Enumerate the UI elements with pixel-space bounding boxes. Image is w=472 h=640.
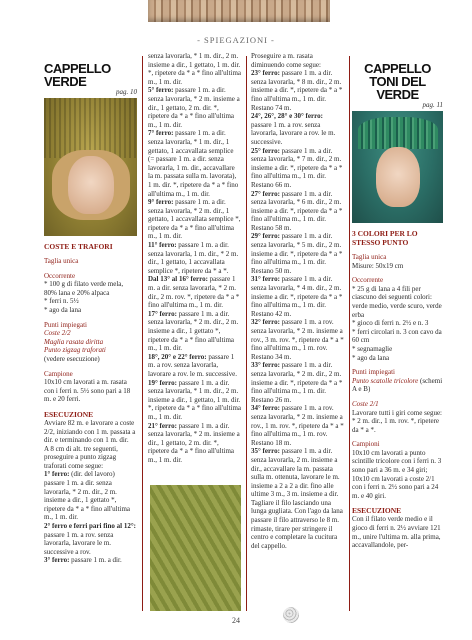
middle2-row: [251, 69, 344, 112]
row-label: 9° ferro:: [148, 198, 174, 207]
right-punti-head: Punti impiegati: [352, 368, 395, 377]
row-text: passare 1 m. a rov. senza lavorarla, lavorare a rov. le m. successive.: [251, 120, 336, 146]
column-divider: [246, 56, 247, 611]
face-shape: [68, 156, 114, 214]
middle2-row: [251, 447, 344, 550]
column-divider: [142, 56, 143, 611]
row-label: 2° ferro e ferri pari fino al 12°:: [44, 522, 136, 531]
left-punti-note: (vedere esecuzione): [44, 354, 100, 363]
middle1-row: [148, 310, 241, 353]
middle2-row: [251, 52, 344, 69]
row-label: Dal 13° al 16° ferro:: [148, 275, 208, 284]
right-misure: Misure: 50x19 cm: [352, 261, 404, 270]
right-campioni-head: Campioni: [352, 440, 380, 449]
middle1-text: [148, 52, 241, 465]
row-label: 31° ferro:: [251, 275, 280, 284]
middle2-row: [251, 112, 344, 146]
row-label: 21° ferro:: [148, 421, 177, 430]
left-subtitle: COSTE E TRAFORI: [44, 242, 113, 251]
row-text: passare 1 m. a rov. senza lavorarla, * 2 m. insieme a rov., 3 m. rov. *, ripetere da * a * fino all'ultima m., 1 m. rov. Restano 34 m.: [251, 318, 344, 361]
middle-column-1: [148, 52, 241, 614]
row-text: passare 1 m. a dir. senza lavorarla, * 6 m. dir., 2 m. insieme a dir. *, ripetere da * a * fino all'ultima m., 1 m. dir. Restano 58 m.: [251, 189, 343, 232]
middle2-text: [251, 52, 344, 550]
spacer: [251, 593, 344, 611]
right-taglia: Taglia unica: [352, 253, 387, 261]
row-label: 33° ferro:: [251, 361, 280, 370]
middle1-row: [148, 241, 241, 275]
left-punti-item: Coste 2/2: [44, 329, 71, 338]
right-subtitle: 3 COLORI PER LO STESSO PUNTO: [352, 229, 418, 247]
left-page-ref: pag. 10: [116, 88, 137, 96]
middle2-row: [251, 147, 344, 190]
row-text: Proseguire a m. rasata diminuendo come segue:: [251, 52, 321, 69]
row-text: (dir. del lavoro) passare 1 m. a dir. senza lavorarla, * 2 m. dir., 2 m. insieme a dir., 1 gettato *, ripetere da * a * fino all'ultima m., 1 m. dir.: [44, 470, 131, 522]
right-coste-head: Coste 2/1: [352, 399, 379, 408]
right-title: CAPPELLO TONI DEL VERDE: [364, 61, 431, 102]
row-text: passare 1 m. a dir. senza lavorarla, * 2 m. dir., 2 m. insieme a dir. *, ripetere da * a * fino all'ultima m., 1 m. dir. Restano 26 m.: [251, 361, 343, 404]
row-text: passare 1 m. a dir. senza lavorarla, * 2 m. insieme a dir., 1 gettato, 2 m. dir. *, ripetere da * a * fino all'ultima m., 1 m. dir.: [148, 86, 240, 129]
row-label: 1° ferro:: [44, 470, 70, 479]
left-punti-head: Punti impiegati: [44, 320, 87, 329]
row-label: 7° ferro:: [148, 129, 174, 138]
middle1-row: [148, 86, 241, 129]
left-campione-head: Campione: [44, 369, 73, 378]
row-label: 24°, 26°, 28° e 30° ferro:: [251, 112, 323, 121]
middle2-row: [251, 361, 344, 404]
row-text: passare 1 m. a dir. senza lavorarla, * 7 m. dir., 2 m. insieme a dir. *, ripetere da * a * fino all'ultima m., 1 m. dir. Restano 66 m.: [251, 146, 343, 189]
left-row-3: [44, 556, 137, 565]
row-label: 29° ferro:: [251, 232, 280, 241]
left-taglia: Taglia unica: [44, 257, 79, 265]
row-label: 35° ferro:: [251, 447, 280, 456]
left-punti-item: Punto zigzag traforati: [44, 346, 106, 355]
left-campione: 10x10 cm lavorati a m. rasata con i ferri n. 5½ sono pari a 18 m. e 20 ferri.: [44, 378, 131, 404]
left-occorrente-item: * ferri n. 5½: [44, 297, 79, 306]
right-coste: Lavorare tutti i giri come segue: * 2 m. dir., 1 m. rov. *, ripetere da * a *.: [352, 408, 442, 434]
content-frame: [44, 52, 443, 615]
right-page-ref: pag. 11: [422, 101, 443, 109]
row-text: passare 1 m. a dir. senza lavorarla, * 2 m. dir., 2 m. rov. *, ripetere da * a * fino all'ultima m., 1 m. dir.: [148, 275, 240, 310]
middle2-row: [251, 232, 344, 275]
row-text: passare 1 m. a dir. senza lavorarla, 2 m. insieme a dir., accavallare la m. passata sulla m. ottenuta, lavorare le m. insieme a 2 a 2 a dir. fino alle ultime 3 m., 3 m. insieme a dir. Tagliare il filo lasciando una lunga gugliata. Con l'ago da lana passare il filo attraverso le 8 m. rimaste, tirare per stringere il centro e completare la cucitura del cappello.: [251, 447, 343, 550]
middle1-row: [148, 198, 241, 241]
row-label: 5° ferro:: [148, 86, 174, 95]
column-divider: [349, 56, 350, 611]
left-occorrente-item: * ago da lana: [44, 305, 82, 314]
right-occorrente-head: Occorrente: [352, 276, 384, 285]
yellow-hat-photo: [44, 98, 137, 236]
middle1-row: [148, 379, 241, 422]
face-shape: [376, 147, 420, 207]
knit-texture-band: [148, 0, 330, 22]
row-label: 27° ferro:: [251, 189, 280, 198]
row-text: passare 1 m. a rov. senza lavorarla, * 2 m. insieme a rov., 1 m. rov. *, ripetere da * a * fino all'ultima m., 1 m. rov. Restano 18 m.: [251, 404, 344, 447]
row-label: 23° ferro:: [251, 69, 280, 78]
middle1-row: [148, 52, 241, 86]
middle1-row: [148, 129, 241, 198]
row-text: passare 1 m. a dir. senza lavorarla, * 1 m. dir., 2 m. insieme a dir., 1 gettato, 1 m. dir. *, ripetere da * a * fino all'ultima m., 1 m. dir.: [148, 378, 241, 421]
right-occorrente-item: * gioco di ferri n. 2½ e n. 3: [352, 319, 429, 328]
row-text: passare 1 m. a dir. senza lavorarla, * 4 m. dir., 2 m. insieme a dir. *, ripetere da * a * fino all'ultima m., 1 m. dir. Restano 42 m.: [251, 275, 343, 318]
page-number: 24: [232, 616, 240, 625]
section-title: - SPIEGAZIONI -: [197, 35, 275, 45]
left-row-2: [44, 522, 137, 556]
row-text: senza lavorarla, * 1 m. dir., 2 m. insieme a dir., 1 gettato, 1 m. dir. *, ripetere da * a * fino all'ultima m., 1 m. dir.: [148, 52, 241, 86]
right-occorrente-item: * ferri circolari n. 3 con cavo da 60 cm: [352, 327, 442, 345]
row-text: passare 1 m. a rov. senza lavorarla, lavorare le m. successive a rov.: [44, 530, 114, 556]
right-campioni: 10x10 cm lavorati a punto scintille tricolore con i ferri n. 3 sono pari a 36 m. e 34 giri; 10x10 cm lavorati a coste 2/1 con i ferri n. 2½ sono pari a 24 m. e 40 giri.: [352, 448, 442, 500]
hat-band: [358, 117, 438, 149]
middle1-row: [148, 275, 241, 309]
left-esecuzione: Avviare 82 m. e lavorare a coste 2/2, iniziando con 1 m. passata a dir. e terminando con 1 m. dir.: [44, 418, 136, 445]
middle1-row: [148, 353, 241, 379]
yarn-ball-icon: [283, 607, 299, 623]
left-row-1: [44, 470, 137, 522]
row-text: passare 1 m. a dir. senza lavorarla, * 5 m. dir., 2 m. insieme a dir. *, ripetere da * a * fino all'ultima m., 1 m. dir. Restano 50 m.: [251, 232, 343, 275]
middle2-row: [251, 190, 344, 233]
right-column: [352, 52, 443, 614]
hat-knit-texture: [44, 98, 137, 158]
right-esecuzione-head: ESECUZIONE: [352, 506, 402, 516]
row-label: 17° ferro:: [148, 309, 177, 318]
knit-swatch-photo: [150, 485, 241, 611]
left-esecuzione-head: ESECUZIONE: [44, 409, 94, 419]
left-punti-item: Maglia rasata diritta: [44, 337, 104, 346]
right-occorrente-item: * ago da lana: [352, 353, 390, 362]
middle2-row: [251, 318, 344, 361]
row-text: passare 1 m. a dir. senza lavorarla, * 2 m. dir., 1 gettato, 1 accavallata semplice *, ripetere da * a * fino all'ultima m., 1 m. dir.: [148, 198, 241, 241]
middle-column-2: [251, 52, 344, 614]
left-column: [44, 52, 137, 614]
row-label: 3° ferro:: [44, 556, 70, 565]
middle2-row: [251, 404, 344, 447]
row-text: passare 1 m. a dir. senza lavorarla, 1 m. dir., * 2 m. dir., 1 gettato, 1 accavallata semplice *, ripetere da * a *.: [148, 241, 239, 275]
row-label: 18°, 20° e 22° ferro:: [148, 352, 207, 361]
right-punti: Punto scatolle tricolore: [352, 376, 419, 385]
left-title: CAPPELLO VERDE: [44, 61, 111, 89]
green-hat-photo: [352, 111, 443, 223]
left-esecuzione2: A 8 cm di alt. tre seguenti, proseguire a punto zigzag traforati come segue:: [44, 444, 118, 470]
left-occorrente-head: Occorrente: [44, 271, 76, 280]
row-text: passare 1 m. a dir. senza lavorarla, * 2 m. dir., 2 m. insieme a dir., 1 gettato *, ripetere da * a * fino all'ultima m., 1 m. dir.: [148, 309, 239, 353]
row-label: 25° ferro:: [251, 146, 280, 155]
right-occorrente-item: * segnamaglie: [352, 344, 393, 353]
row-text: passare 1 m. a dir. senza lavorarla, * 1 m. dir., 1 gettato, 1 accavallata semplice (= passare 1 m. a dir. senza lavorarla, 1 m. dir., accavallare la m. passata sulla m. lavorata), 1 m. dir. *, ripetere da * a * fino all'ultima m., 1 m. dir.: [148, 129, 239, 198]
right-esecuzione: Con il filato verde medio e il gioco di ferri n. 2½ avviare 121 m., unire l'ultima m. alla prima, accavallandole, per-: [352, 515, 441, 550]
middle2-row: [251, 275, 344, 318]
row-text: passare 1 m. a dir. senza lavorarla, * 8 m. dir., 2 m. insieme a dir. *, ripetere da * a * fino all'ultima m., 1 m. dir. Restano 74 m.: [251, 69, 343, 112]
row-text: passare 1 m. a rov. senza lavorarla, lavorare a rov. le m. successive.: [148, 352, 237, 378]
row-label: 34° ferro:: [251, 404, 280, 413]
row-label: 19° ferro:: [148, 378, 177, 387]
left-occorrente-item: * 100 g di filato verde mela, 80% lana e 20% alpaca: [44, 280, 124, 297]
row-label: 11° ferro:: [148, 241, 177, 250]
row-text: passare 1 m. a dir.: [71, 556, 122, 565]
row-text: passare 1 m. a dir. senza lavorarla, * 2 m. insieme a dir., 1 gettato, 2 m. dir. *, ripetere da * a * fino all'ultima m., 1 m. dir.: [148, 421, 240, 464]
right-punti-note: (schemi A e B): [352, 376, 443, 394]
row-label: 32° ferro:: [251, 318, 280, 327]
right-occorrente-item: * 25 g di lana a 4 fili per ciascuno dei seguenti colori: verde medio, verde scuro, verde erba: [352, 284, 442, 319]
middle1-row: [148, 422, 241, 465]
